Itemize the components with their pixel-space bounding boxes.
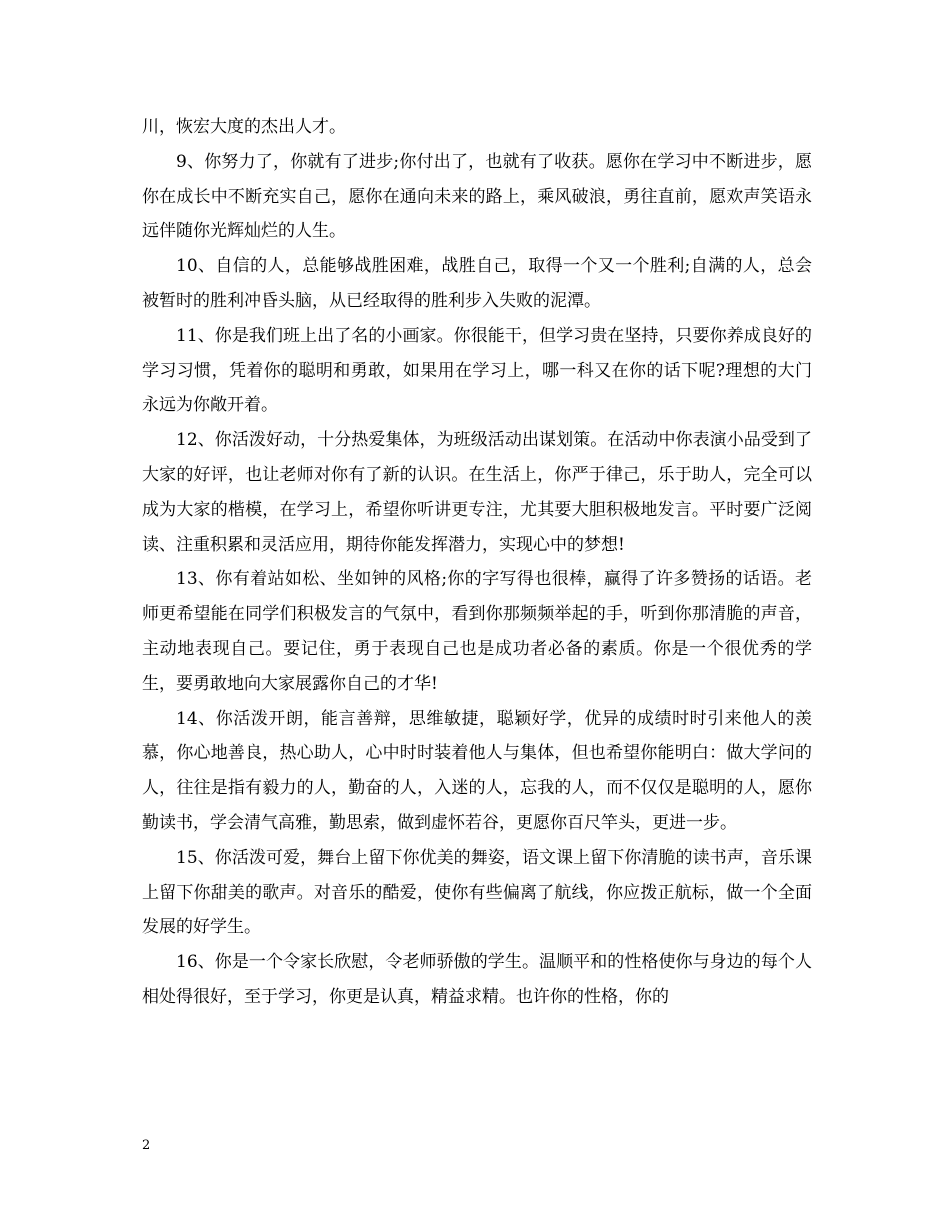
- document-body: [142, 110, 812, 1015]
- paragraph-item-12: 12、你活泼好动，十分热爱集体，为班级活动出谋划策。在活动中你表演小品受到了大家的好评，也让老师对你有了新的认识。在生活上，你严于律己，乐于助人，完全可以成为大家的楷模，在学习上，希望你听讲更专注，尤其要大胆积极地发言。平时要广泛阅读、注重积累和灵活应用，期待你能发挥潜力，实现心中的梦想!: [142, 430, 812, 555]
- paragraph-continuation: 川，恢宏大度的杰出人才。: [142, 117, 346, 137]
- paragraph-item-13: 13、你有着站如松、坐如钟的风格;你的字写得也很棒，赢得了许多赞扬的话语。老师更希望能在同学们积极发言的气氛中，看到你那频频举起的手，听到你那清脆的声音，主动地表现自己。要记住，勇于表现自己也是成功者必备的素质。你是一个很优秀的学生，要勇敢地向大家展露你自己的才华!: [142, 569, 812, 694]
- paragraph-item-11: 11、你是我们班上出了名的小画家。你很能干，但学习贵在坚持，只要你养成良好的学习习惯，凭着你的聪明和勇敢，如果用在学习上，哪一科又在你的话下呢?理想的大门永远为你敞开着。: [142, 325, 812, 416]
- page-number: 2: [142, 1138, 151, 1153]
- paragraph-item-15: 15、你活泼可爱，舞台上留下你优美的舞姿，语文课上留下你清脆的读书声，音乐课上留下你甜美的歌声。对音乐的酷爱，使你有些偏离了航线，你应拨正航标，做一个全面发展的好学生。: [142, 847, 812, 938]
- paragraph-item-14: 14、你活泼开朗，能言善辩，思维敏捷，聪颖好学，优异的成绩时时引来他人的羡慕，你心地善良，热心助人，心中时时装着他人与集体，但也希望你能明白：做大学问的人，往往是指有毅力的人，勤奋的人，入迷的人，忘我的人，而不仅仅是聪明的人，愿你勤读书，学会清气高雅，勤思索，做到虚怀若谷，更愿你百尺竿头，更进一步。: [142, 708, 812, 833]
- paragraph-item-16: 16、你是一个令家长欣慰，令老师骄傲的学生。温顺平和的性格使你与身边的每个人相处得很好，至于学习，你更是认真，精益求精。也许你的性格，你的: [142, 952, 812, 1007]
- paragraph-item-9: 9、你努力了，你就有了进步;你付出了，也就有了收获。愿你在学习中不断进步，愿你在成长中不断充实自己，愿你在通向未来的路上，乘风破浪，勇往直前，愿欢声笑语永远伴随你光辉灿烂的人生。: [142, 151, 812, 242]
- paragraph-item-10: 10、自信的人，总能够战胜困难，战胜自己，取得一个又一个胜利;自满的人，总会被暂时的胜利冲昏头脑，从已经取得的胜利步入失败的泥潭。: [142, 256, 812, 311]
